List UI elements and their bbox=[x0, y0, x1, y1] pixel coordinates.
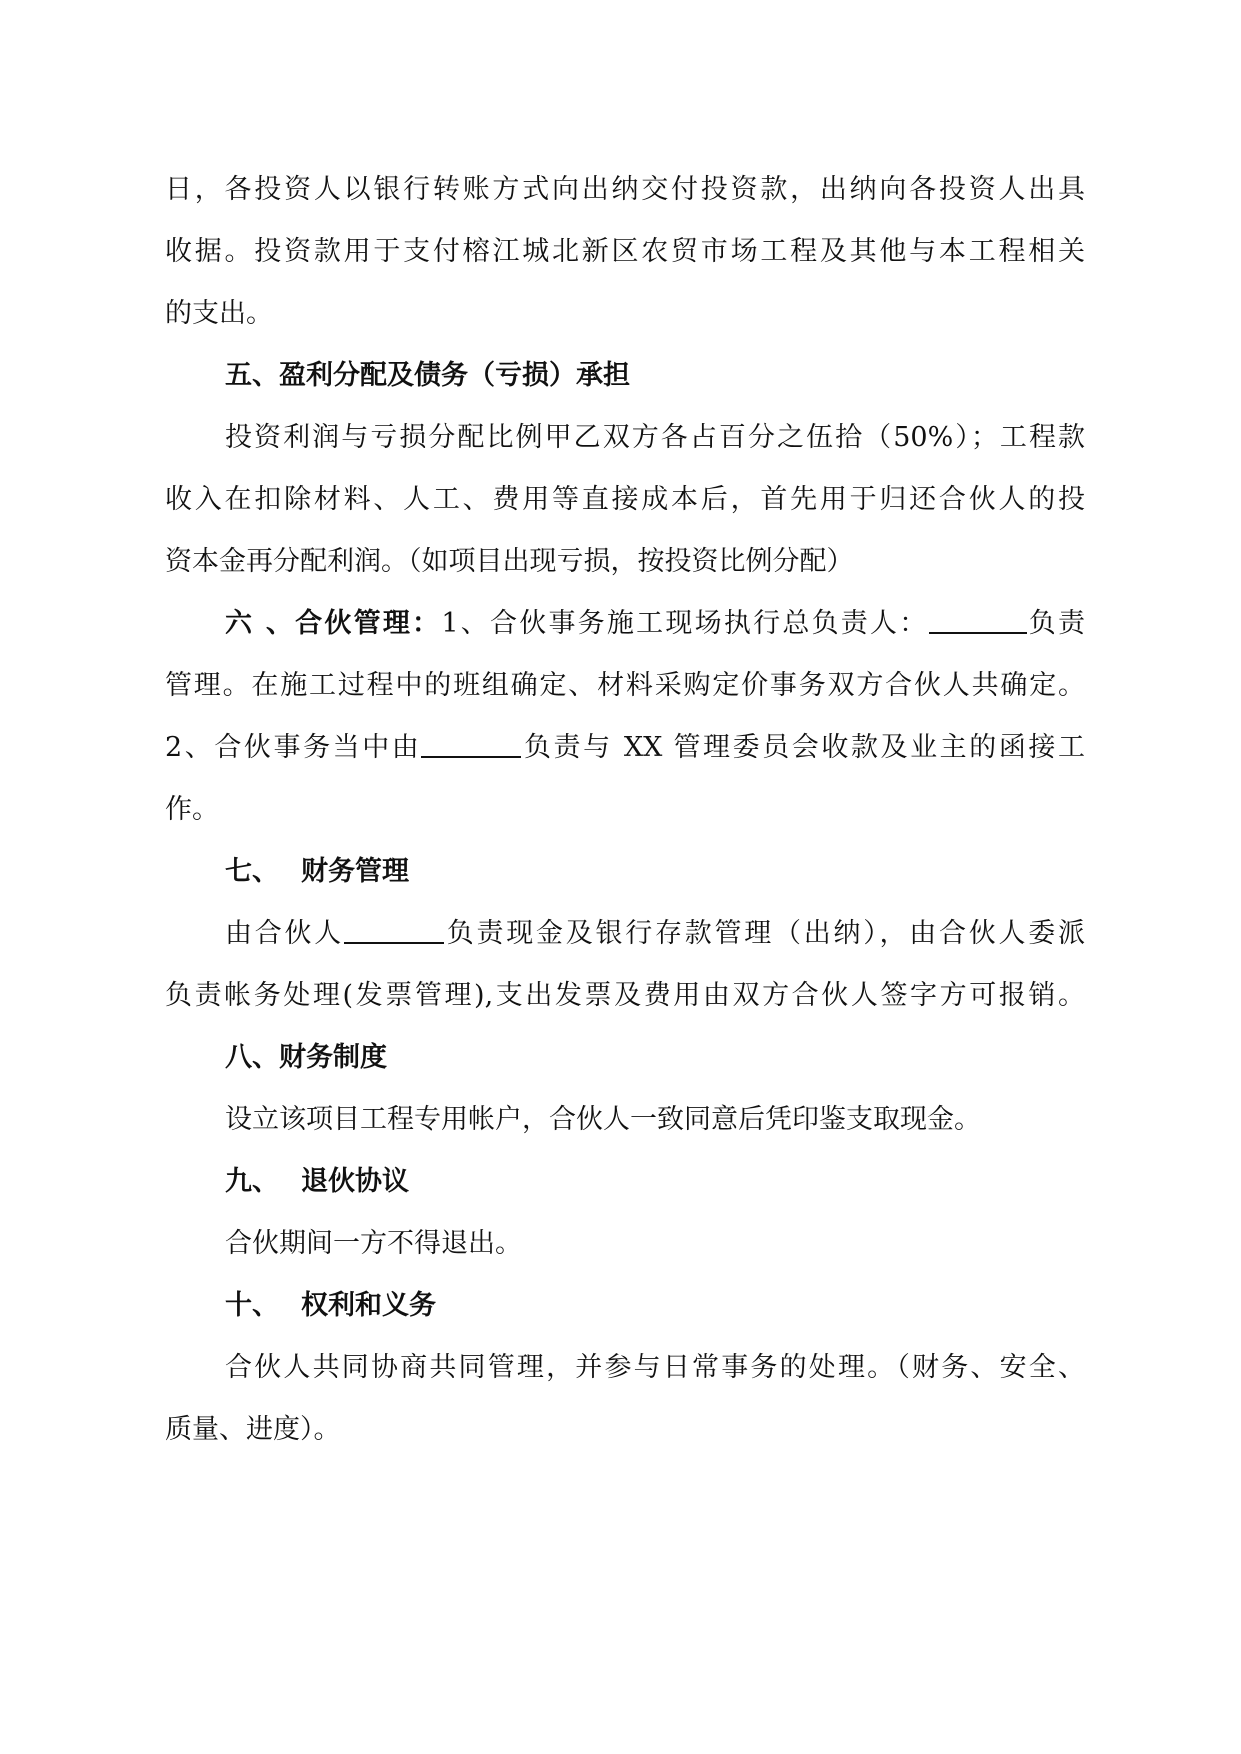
paragraph-line bbox=[225, 604, 1085, 644]
paragraph-line: 设立该项目工程专用帐户，合伙人一致同意后凭印鉴支取现金。 bbox=[225, 1104, 981, 1135]
blank-underline bbox=[929, 604, 1027, 634]
paragraph-text: 负责现金及银行存款管理（出纳），由合伙人委派 bbox=[444, 918, 1085, 949]
paragraph-text: 由合伙人 bbox=[225, 918, 344, 949]
paragraph-line: 质量、进度）。 bbox=[165, 1414, 341, 1445]
paragraph-text: 负责 bbox=[1026, 608, 1085, 639]
section-heading bbox=[225, 1286, 1085, 1326]
paragraph-line: 合伙人共同协商共同管理，并参与日常事务的处理。（财务、安全、 bbox=[225, 1352, 1085, 1383]
paragraph-text: 2、合伙事务当中由 bbox=[165, 732, 422, 763]
section-heading: 六 、合伙管理： bbox=[225, 608, 442, 639]
section-heading: 八、财务制度 bbox=[225, 1042, 387, 1073]
section-heading bbox=[225, 852, 1085, 892]
section-number: 九、 bbox=[225, 1166, 279, 1197]
section-title: 财务管理 bbox=[301, 856, 409, 887]
paragraph-text: 1、合伙事务施工现场执行总负责人： bbox=[441, 608, 929, 639]
paragraph-text: 负责与 XX 管理委员会收款及业主的函接工 bbox=[521, 732, 1085, 763]
section-number: 十、 bbox=[225, 1290, 279, 1321]
paragraph-line: 收据。投资款用于支付榕江城北新区农贸市场工程及其他与本工程相关 bbox=[165, 236, 1085, 267]
section-title: 权利和义务 bbox=[301, 1290, 436, 1321]
paragraph-line bbox=[225, 914, 1085, 954]
section-heading: 五、盈利分配及债务（亏损）承担 bbox=[225, 360, 630, 391]
paragraph-line: 日，各投资人以银行转账方式向出纳交付投资款，出纳向各投资人出具 bbox=[165, 174, 1085, 205]
section-title: 退伙协议 bbox=[301, 1166, 409, 1197]
paragraph-line: 投资利润与亏损分配比例甲乙双方各占百分之伍拾（50%）；工程款 bbox=[225, 422, 1085, 453]
blank-underline bbox=[344, 914, 444, 944]
section-heading bbox=[225, 1162, 1085, 1202]
paragraph-line: 负责帐务处理(发票管理),支出发票及费用由双方合伙人签字方可报销。 bbox=[165, 980, 1085, 1011]
paragraph-line: 管理。在施工过程中的班组确定、材料采购定价事务双方合伙人共确定。 bbox=[165, 670, 1085, 701]
blank-underline bbox=[421, 728, 521, 758]
paragraph-line bbox=[165, 728, 1085, 768]
paragraph-line: 资本金再分配利润。（如项目出现亏损，按投资比例分配） bbox=[165, 546, 854, 577]
paragraph-line: 收入在扣除材料、人工、费用等直接成本后，首先用于归还合伙人的投 bbox=[165, 484, 1085, 515]
paragraph-line: 作。 bbox=[165, 794, 219, 825]
paragraph-line: 合伙期间一方不得退出。 bbox=[225, 1228, 522, 1259]
paragraph-line: 的支出。 bbox=[165, 298, 273, 329]
section-number: 七、 bbox=[225, 856, 279, 887]
